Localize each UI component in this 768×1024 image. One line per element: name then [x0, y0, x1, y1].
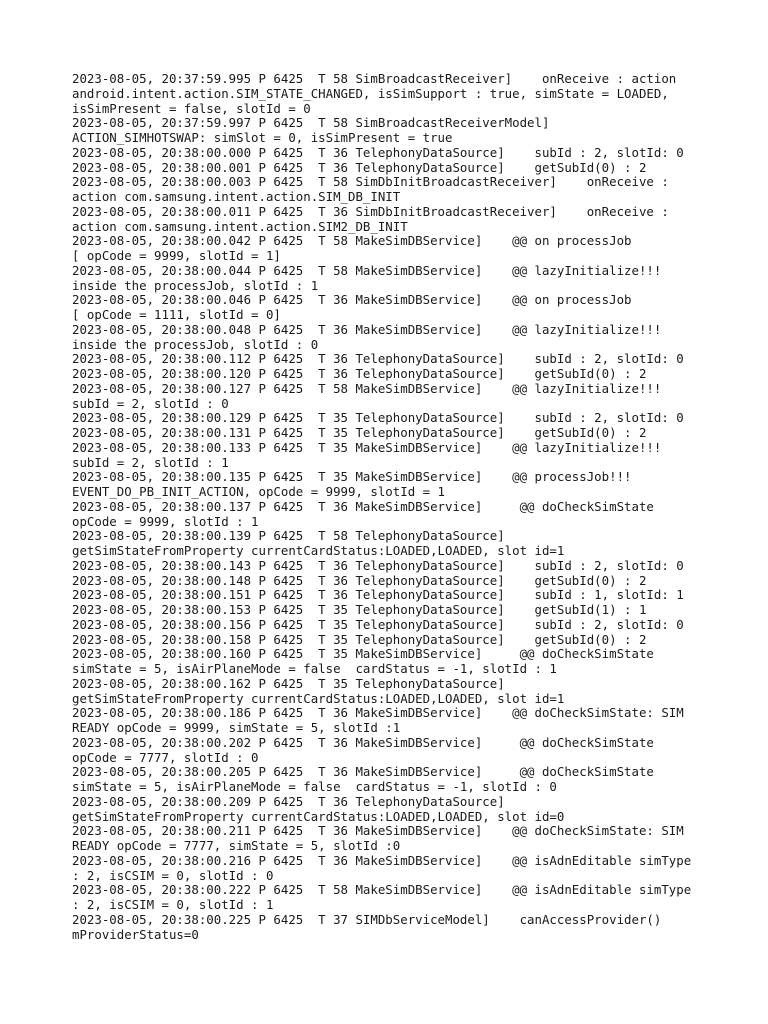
log-line: 2023-08-05, 20:38:00.112 P 6425 T 36 TelephonyDataSource] subId : 2, slotId: 0 [72, 351, 684, 367]
log-line: 2023-08-05, 20:38:00.129 P 6425 T 35 TelephonyDataSource] subId : 2, slotId: 0 [72, 410, 684, 426]
log-line: [ opCode = 1111, slotId = 0] [72, 307, 281, 322]
log-line: 2023-08-05, 20:38:00.137 P 6425 T 36 MakeSimDBService] @@ doCheckSimState [72, 498, 654, 514]
log-line: 2023-08-05, 20:38:00.120 P 6425 T 36 TelephonyDataSource] getSubId(0) : 2 [72, 366, 647, 381]
log-line: 2023-08-05, 20:38:00.011 P 6425 T 36 SimDbInitBroadcastReceiver] onReceive : [72, 203, 669, 219]
log-line: inside the processJob, slotId : 1 [72, 277, 319, 293]
log-line: 2023-08-05, 20:38:00.162 P 6425 T 35 TelephonyDataSource] [72, 675, 505, 691]
log-line: subId = 2, slotId : 1 [72, 454, 229, 470]
log-text-block [72, 72, 712, 942]
log-line: 2023-08-05, 20:38:00.042 P 6425 T 58 MakeSimDBService] @@ on processJob [72, 233, 632, 249]
log-line: 2023-08-05, 20:38:00.139 P 6425 T 58 TelephonyDataSource] [72, 528, 505, 544]
log-line: 2023-08-05, 20:38:00.225 P 6425 T 37 SIMDbServiceModel] canAccessProvider() [72, 911, 662, 927]
log-line: 2023-08-05, 20:38:00.135 P 6425 T 35 MakeSimDBService] @@ processJob!!! [72, 469, 632, 485]
log-line: ACTION_SIMHOTSWAP: simSlot = 0, isSimPresent = true [72, 130, 453, 145]
log-line: 2023-08-05, 20:38:00.046 P 6425 T 36 MakeSimDBService] @@ on processJob [72, 292, 632, 308]
log-line: opCode = 9999, slotId : 1 [72, 513, 259, 529]
log-line: action com.samsung.intent.action.SIM2_DB_INIT [72, 218, 408, 234]
log-line: 2023-08-05, 20:38:00.000 P 6425 T 36 TelephonyDataSource] subId : 2, slotId: 0 [72, 144, 684, 160]
log-line: 2023-08-05, 20:38:00.186 P 6425 T 36 MakeSimDBService] @@ doCheckSimState: SIM [72, 705, 684, 721]
log-line: : 2, isCSIM = 0, slotId : 1 [72, 897, 274, 912]
log-line: 2023-08-05, 20:38:00.044 P 6425 T 58 MakeSimDBService] @@ lazyInitialize!!! [72, 262, 662, 278]
log-line: 2023-08-05, 20:38:00.156 P 6425 T 35 TelephonyDataSource] subId : 2, slotId: 0 [72, 616, 684, 632]
log-line: mProviderStatus=0 [72, 926, 199, 942]
log-line: getSimStateFromProperty currentCardStatus:LOADED,LOADED, slot id=1 [72, 690, 565, 706]
log-line: EVENT_DO_PB_INIT_ACTION, opCode = 9999, slotId = 1 [72, 484, 445, 499]
log-line: subId = 2, slotId : 0 [72, 395, 229, 411]
log-line: 2023-08-05, 20:38:00.048 P 6425 T 36 MakeSimDBService] @@ lazyInitialize!!! [72, 321, 662, 337]
log-line: 2023-08-05, 20:38:00.151 P 6425 T 36 TelephonyDataSource] subId : 1, slotId: 1 [72, 587, 684, 603]
log-line: 2023-08-05, 20:38:00.202 P 6425 T 36 MakeSimDBService] @@ doCheckSimState [72, 734, 654, 750]
log-line: 2023-08-05, 20:38:00.158 P 6425 T 35 TelephonyDataSource] getSubId(0) : 2 [72, 631, 647, 647]
log-line: 2023-08-05, 20:38:00.003 P 6425 T 58 SimDbInitBroadcastReceiver] onReceive : [72, 174, 669, 190]
log-line: 2023-08-05, 20:38:00.127 P 6425 T 58 MakeSimDBService] @@ lazyInitialize!!! [72, 380, 662, 396]
log-line: 2023-08-05, 20:38:00.153 P 6425 T 35 TelephonyDataSource] getSubId(1) : 1 [72, 602, 647, 617]
log-line: simState = 5, isAirPlaneMode = false cardStatus = -1, slotId : 1 [72, 661, 557, 676]
log-line: 2023-08-05, 20:37:59.995 P 6425 T 58 SimBroadcastReceiver] onReceive : action [72, 71, 677, 86]
log-line: android.intent.action.SIM_STATE_CHANGED, isSimSupport : true, simState = LOADED, [72, 85, 669, 101]
log-line: : 2, isCSIM = 0, slotId : 0 [72, 867, 274, 883]
log-line: 2023-08-05, 20:38:00.216 P 6425 T 36 MakeSimDBService] @@ isAdnEditable simType [72, 852, 692, 868]
log-line: 2023-08-05, 20:38:00.209 P 6425 T 36 TelephonyDataSource] [72, 793, 505, 809]
log-line: 2023-08-05, 20:38:00.148 P 6425 T 36 TelephonyDataSource] getSubId(0) : 2 [72, 572, 647, 588]
log-line: 2023-08-05, 20:38:00.001 P 6425 T 36 TelephonyDataSource] getSubId(0) : 2 [72, 159, 647, 175]
log-line: opCode = 7777, slotId : 0 [72, 749, 259, 765]
log-line: action com.samsung.intent.action.SIM_DB_INIT [72, 189, 401, 204]
log-line: getSimStateFromProperty currentCardStatus:LOADED,LOADED, slot id=0 [72, 808, 565, 824]
log-line: READY opCode = 7777, simState = 5, slotId :0 [72, 838, 401, 853]
log-line: 2023-08-05, 20:38:00.211 P 6425 T 36 MakeSimDBService] @@ doCheckSimState: SIM [72, 823, 684, 839]
log-line: 2023-08-05, 20:38:00.143 P 6425 T 36 TelephonyDataSource] subId : 2, slotId: 0 [72, 557, 684, 573]
log-line: isSimPresent = false, slotId = 0 [72, 100, 311, 116]
log-line: 2023-08-05, 20:38:00.131 P 6425 T 35 TelephonyDataSource] getSubId(0) : 2 [72, 425, 647, 440]
log-line: READY opCode = 9999, simState = 5, slotId :1 [72, 720, 401, 735]
log-line: getSimStateFromProperty currentCardStatus:LOADED,LOADED, slot id=1 [72, 543, 565, 558]
log-line: simState = 5, isAirPlaneMode = false cardStatus = -1, slotId : 0 [72, 779, 557, 794]
log-line: 2023-08-05, 20:38:00.160 P 6425 T 35 MakeSimDBService] @@ doCheckSimState [72, 646, 654, 662]
log-line: [ opCode = 9999, slotId = 1] [72, 248, 281, 263]
log-line: 2023-08-05, 20:37:59.997 P 6425 T 58 SimBroadcastReceiverModel] [72, 115, 550, 131]
log-line: 2023-08-05, 20:38:00.222 P 6425 T 58 MakeSimDBService] @@ isAdnEditable simType [72, 882, 692, 898]
log-line: 2023-08-05, 20:38:00.133 P 6425 T 35 MakeSimDBService] @@ lazyInitialize!!! [72, 439, 662, 455]
log-line: inside the processJob, slotId : 0 [72, 336, 319, 352]
log-line: 2023-08-05, 20:38:00.205 P 6425 T 36 MakeSimDBService] @@ doCheckSimState [72, 764, 654, 780]
